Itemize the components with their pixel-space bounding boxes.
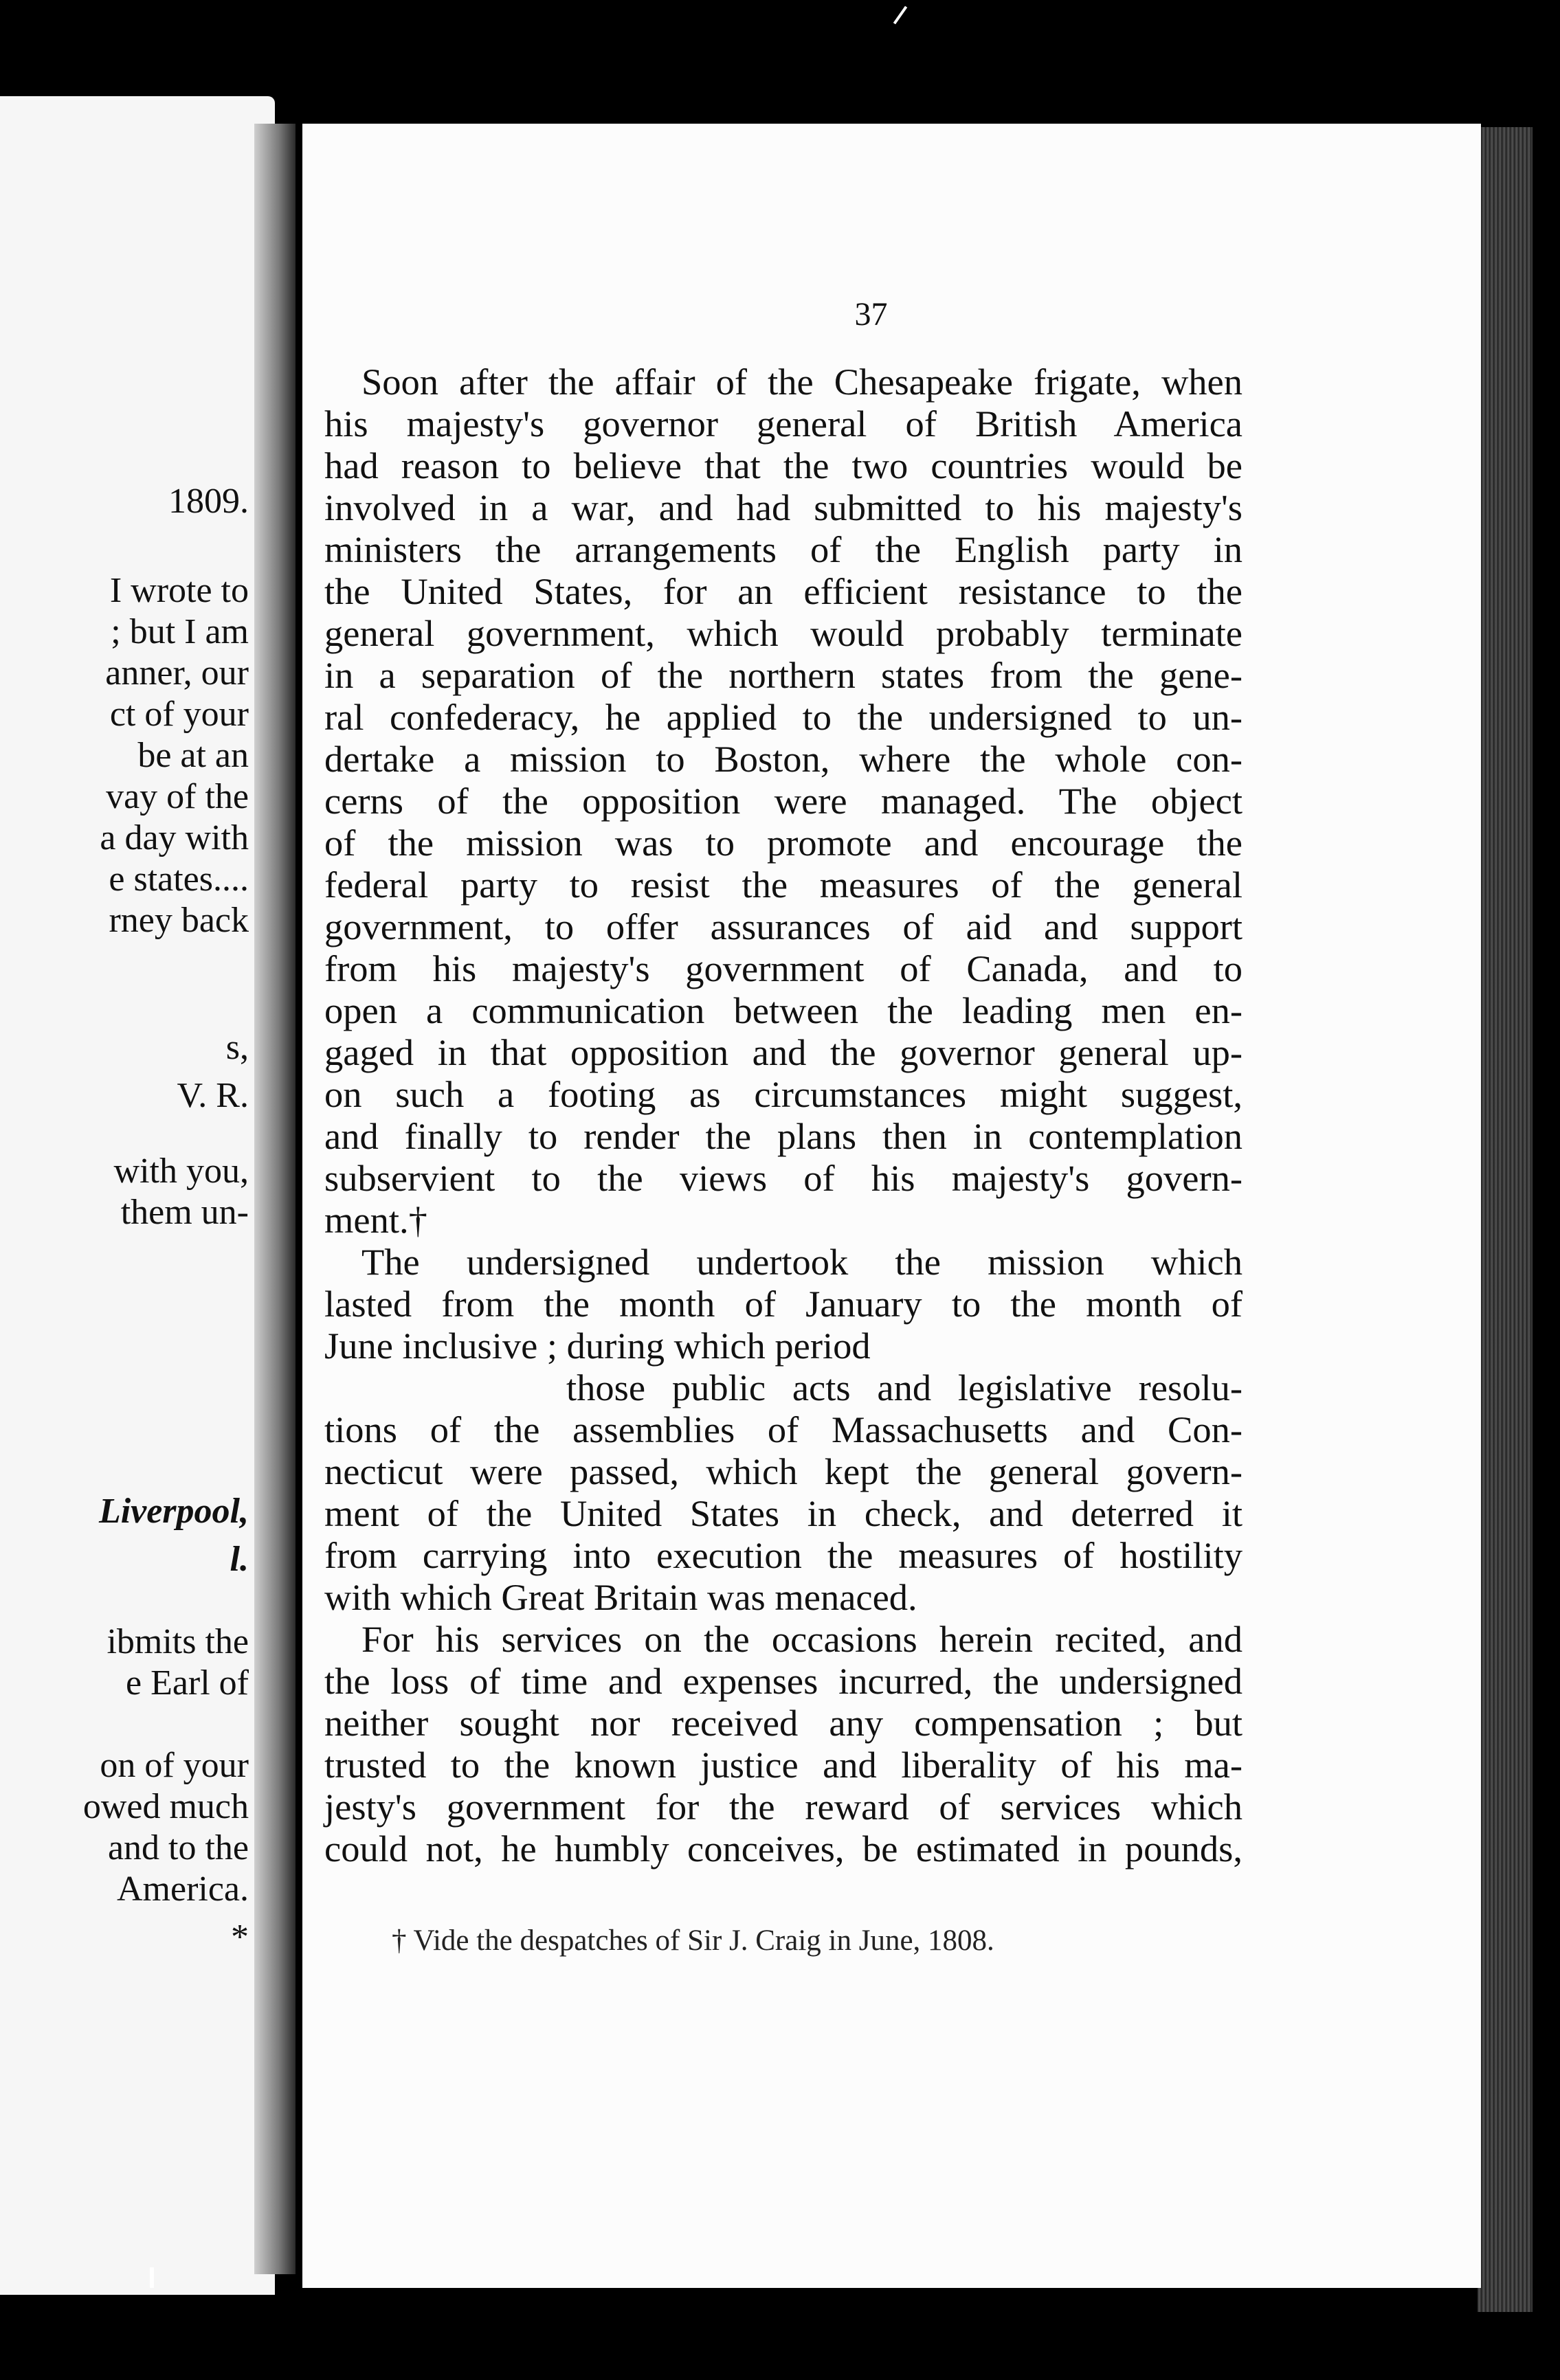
text-line: those public acts and legislative resolu- [566,1367,1243,1408]
left-page-line: rney back [109,901,249,940]
text-line: from carrying into execution the measures of hostility [324,1534,1243,1576]
text-line: could not, he humbly conceives, be estimated in pounds, [324,1828,1243,1870]
text-line: from his majesty's government of Canada, and to [324,947,1243,989]
left-page-line: them un- [120,1193,249,1232]
text-line: lasted from the month of January to the month of [324,1283,1243,1325]
page-edges [1478,127,1533,2312]
text-line: open a communication between the leading men en- [324,989,1243,1031]
left-page-line: l. [230,1540,249,1579]
text-line: ment.† [324,1199,427,1241]
left-page-line: Liverpool, [98,1492,249,1531]
text-line: dertake a mission to Boston, where the whole con- [324,738,1243,780]
text-line: of the mission was to promote and encourage the [324,822,1243,864]
text-line: in a separation of the northern states from the gene- [324,654,1243,696]
text-line: cerns of the opposition were managed. The object [324,780,1243,822]
paragraph-chesapeake [324,361,1243,1241]
text-line: the loss of time and expenses incurred, the undersigned [324,1660,1243,1702]
left-page-line: vay of the [106,777,249,816]
left-page-line: a day with [100,818,249,857]
left-page-line: e Earl of [125,1663,249,1703]
paragraph-services [324,1618,1243,1870]
text-line: jesty's government for the reward of services which [324,1786,1243,1828]
left-page-line: e states.... [109,860,249,899]
page-number: 37 [854,296,888,333]
text-line: and finally to render the plans then in contemplation [324,1115,1243,1157]
left-page-line: on of your [100,1746,249,1785]
left-page-line: I wrote to [109,571,249,610]
left-page-line: with you, [113,1152,249,1191]
text-line: ral confederacy, he applied to the undersigned to un- [324,696,1243,738]
right-page [302,124,1481,2288]
text-line: For his services on the occasions herein recited, and [361,1618,1243,1660]
paragraph-mission [324,1241,1243,1618]
left-page-line: anner, our [105,653,249,693]
text-line: neither sought nor received any compensation ; but [324,1702,1243,1744]
text-line: had reason to believe that the two countries would be [324,445,1243,486]
left-page-line: s, [225,1028,249,1067]
left-page-line: 1809. [168,482,249,521]
left-page-line: ct of your [109,695,249,734]
text-line: subservient to the views of his majesty's govern- [324,1157,1243,1199]
left-page-line: owed much [82,1787,249,1826]
text-line: necticut were passed, which kept the general govern- [324,1450,1243,1492]
left-page-line: ; but I am [111,612,249,651]
left-page-line: America. [116,1870,249,1909]
left-page-text-fragments [0,96,261,2295]
text-line: on such a footing as circumstances might suggest, [324,1073,1243,1115]
text-line: government, to offer assurances of aid and support [324,906,1243,947]
scan-speck [893,6,907,25]
left-page-line: V. R. [177,1076,249,1115]
left-page-line: and to the [107,1828,249,1867]
text-line: federal party to resist the measures of the general [324,864,1243,906]
text-line: ment of the United States in check, and deterred it [324,1492,1243,1534]
left-page-line: ibmits the [107,1622,249,1661]
text-line: gaged in that opposition and the governor general up- [324,1031,1243,1073]
scan-speck [150,2267,154,2288]
footnote: † Vide the despatches of Sir J. Craig in June, 1808. [392,1924,994,1957]
text-line: involved in a war, and had submitted to his majesty's [324,486,1243,528]
book-gutter-shadow [254,124,296,2274]
text-line: The undersigned undertook the mission which [361,1241,1243,1283]
left-facing-page [0,96,275,2295]
text-line: with which Great Britain was menaced. [324,1576,917,1618]
left-page-line: * [231,1918,249,1957]
text-line: trusted to the known justice and liberality of his ma- [324,1744,1243,1786]
text-line: June inclusive ; during which period [324,1325,871,1367]
text-line: general government, which would probably terminate [324,612,1243,654]
text-line: his majesty's governor general of British America [324,403,1243,445]
body-text [324,361,1243,1870]
text-line: tions of the assemblies of Massachusetts and Con- [324,1408,1243,1450]
text-line: ministers the arrangements of the English party in [324,528,1243,570]
text-line: the United States, for an efficient resistance to the [324,570,1243,612]
text-line: Soon after the affair of the Chesapeake frigate, when [361,361,1243,403]
left-page-line: be at an [137,736,249,775]
